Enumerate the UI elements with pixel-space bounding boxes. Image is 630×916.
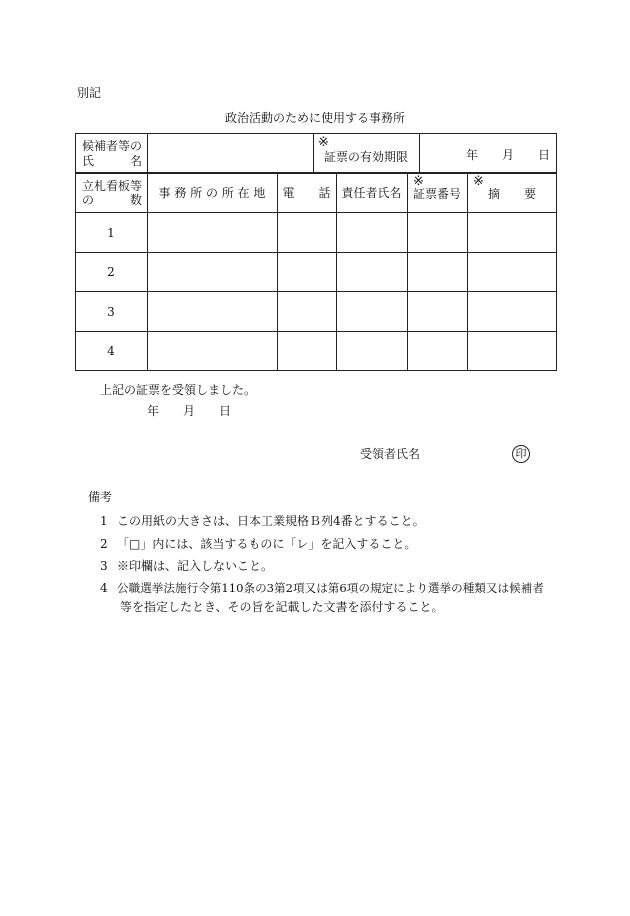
receipt-statement: 上記の証票を受領しました。 xyxy=(100,383,257,397)
divider xyxy=(147,173,148,371)
row-number: 4 xyxy=(107,344,115,358)
row-number: 1 xyxy=(107,226,115,240)
page-title: 政治活動のために使用する事務所 xyxy=(224,111,405,125)
validity-label: 証票の有効期限 xyxy=(324,150,409,164)
divider xyxy=(467,173,468,371)
candidate-label-top: 候補者等の xyxy=(82,139,143,153)
divider xyxy=(313,133,314,173)
note-text: ※印欄は、記入しないこと。 xyxy=(117,559,274,573)
row-number: 3 xyxy=(107,305,115,319)
note-mark-icon: ※ xyxy=(413,174,424,189)
col-person: 責任者氏名 xyxy=(341,186,402,200)
col-phone: 電 話 xyxy=(282,186,331,200)
note-text: 公職選挙法施行令第110条の3第2項又は第6項の規定により選挙の種類又は候補者 xyxy=(117,581,544,595)
divider xyxy=(75,252,557,253)
note-mark-icon: ※ xyxy=(473,174,484,189)
col-summary: 摘 要 xyxy=(487,187,536,201)
annex-label: 別記 xyxy=(77,86,102,100)
note-number: 2 xyxy=(100,537,108,551)
col-address: 事 務 所 の 所 在 地 xyxy=(158,186,266,200)
divider xyxy=(75,331,557,332)
candidate-label-bottom: 氏 名 xyxy=(82,154,143,168)
divider xyxy=(336,173,337,371)
receipt-date: 年 月 日 xyxy=(147,404,232,418)
note-number: 3 xyxy=(100,559,108,573)
note-number: 4 xyxy=(100,581,108,595)
divider xyxy=(277,173,278,371)
row-number: 2 xyxy=(107,265,115,279)
signboard-label-top: 立札看板等 xyxy=(82,179,143,193)
divider xyxy=(75,212,557,213)
note-text: この用紙の大きさは、日本工業規格Ｂ列4番とすること。 xyxy=(117,514,425,528)
note-text-continued: 等を指定したとき、その旨を記載した文書を添付すること。 xyxy=(120,600,444,614)
seal-icon: 印 xyxy=(512,445,530,463)
note-number: 1 xyxy=(100,514,108,528)
divider xyxy=(75,291,557,292)
divider xyxy=(407,173,408,371)
signboard-label-bottom: の 数 xyxy=(82,193,143,207)
col-cert-no: 証票番号 xyxy=(412,187,461,201)
note-mark-icon: ※ xyxy=(318,135,329,150)
receiver-label: 受領者氏名 xyxy=(360,447,421,461)
note-text: 「□」内には、該当するものに「レ」を記入すること。 xyxy=(117,537,417,551)
validity-date: 年 月 日 xyxy=(466,148,551,162)
notes-title: 備考 xyxy=(88,490,113,504)
divider xyxy=(147,133,148,173)
divider xyxy=(419,133,420,173)
